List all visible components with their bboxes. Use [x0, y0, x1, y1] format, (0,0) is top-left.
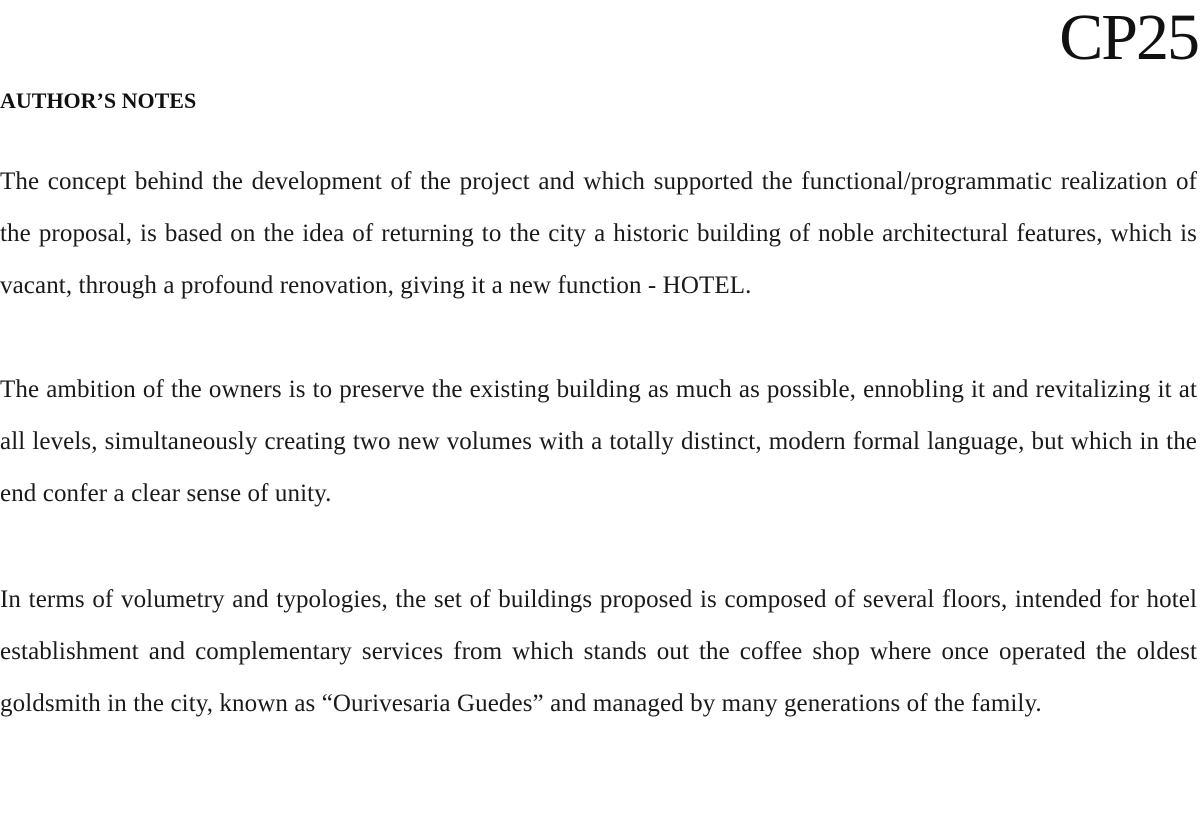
paragraph-volumetry: In terms of volumetry and typologies, the set of buildings proposed is composed of several floors, intended for hotel establishment and complementary services from which stands out the coffee shop where once operated the oldest goldsmith in the city, known as “Ourivesaria Guedes” and managed by many generations of the family.	[0, 586, 1197, 717]
section-heading: AUTHOR’S NOTES	[0, 88, 197, 113]
paragraph-concept: The concept behind the development of the project and which supported the functional/programmatic realization of the proposal, is based on the idea of returning to the city a historic building of noble architectural features, which is vacant, through a profound renovation, giving it a new function - HOTEL.	[0, 168, 1197, 299]
paragraph-ambition: The ambition of the owners is to preserve the existing building as much as possible, ennobling it and revitalizing it at all levels, simultaneously creating two new volumes with a totally distinct, modern formal language, but which in the end confer a clear sense of unity.	[0, 376, 1197, 507]
cp25-logo: CP25	[1059, 1, 1198, 74]
